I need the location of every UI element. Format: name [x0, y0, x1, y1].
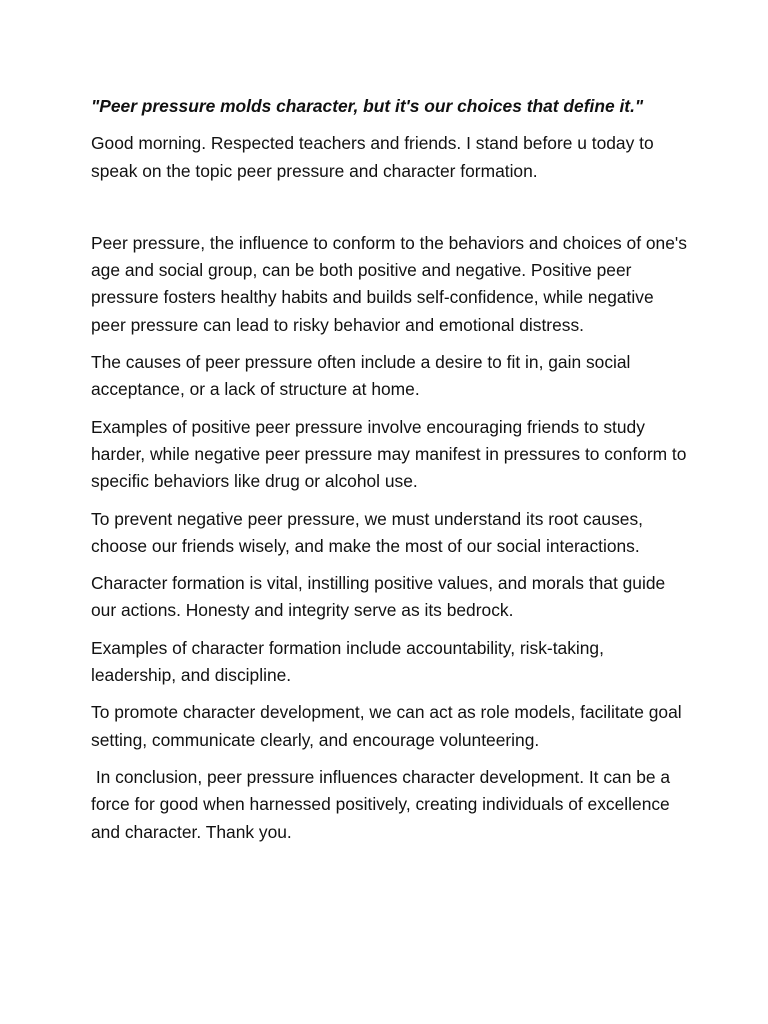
blank-line — [91, 195, 691, 230]
paragraph-greeting: Good morning. Respected teachers and friends. I stand before u today to speak on the topic peer pressure and character formation. — [91, 133, 654, 181]
paragraph-examples-peer-pressure: Examples of positive peer pressure involve encouraging friends to study harder, while negative peer pressure may manifest in pressures to conform to specific behaviors like drug or alcohol use. — [91, 416, 687, 492]
paragraph-character-formation: Character formation is vital, instilling positive values, and morals that guide our actions. Honesty and integrity serve as its bedrock. — [91, 573, 666, 621]
document-body — [91, 93, 691, 856]
paragraph-causes: The causes of peer pressure often include a desire to fit in, gain social acceptance, or a lack of structure at home. — [91, 352, 631, 400]
opening-quote: "Peer pressure molds character, but it's our choices that define it." — [91, 96, 644, 116]
paragraph-definition: Peer pressure, the influence to conform to the behaviors and choices of one's age and social group, can be both positive and negative. Positive peer pressure fosters healthy habits and builds self-confidence, while negative peer pressure can lead to risky behavior and emotional distress. — [91, 232, 687, 335]
paragraph-prevention: To prevent negative peer pressure, we must understand its root causes, choose our friends wisely, and make the most of our social interactions. — [91, 508, 643, 556]
paragraph-examples-character: Examples of character formation include accountability, risk-taking, leadership, and discipline. — [91, 637, 604, 686]
paragraph-promotion: To promote character development, we can act as role models, facilitate goal setting, communicate clearly, and encourage volunteering. — [91, 702, 682, 750]
paragraph-conclusion: In conclusion, peer pressure influences character development. It can be a force for good when harnessed positively, creating individuals of excellence and character. Thank you. — [91, 766, 675, 842]
